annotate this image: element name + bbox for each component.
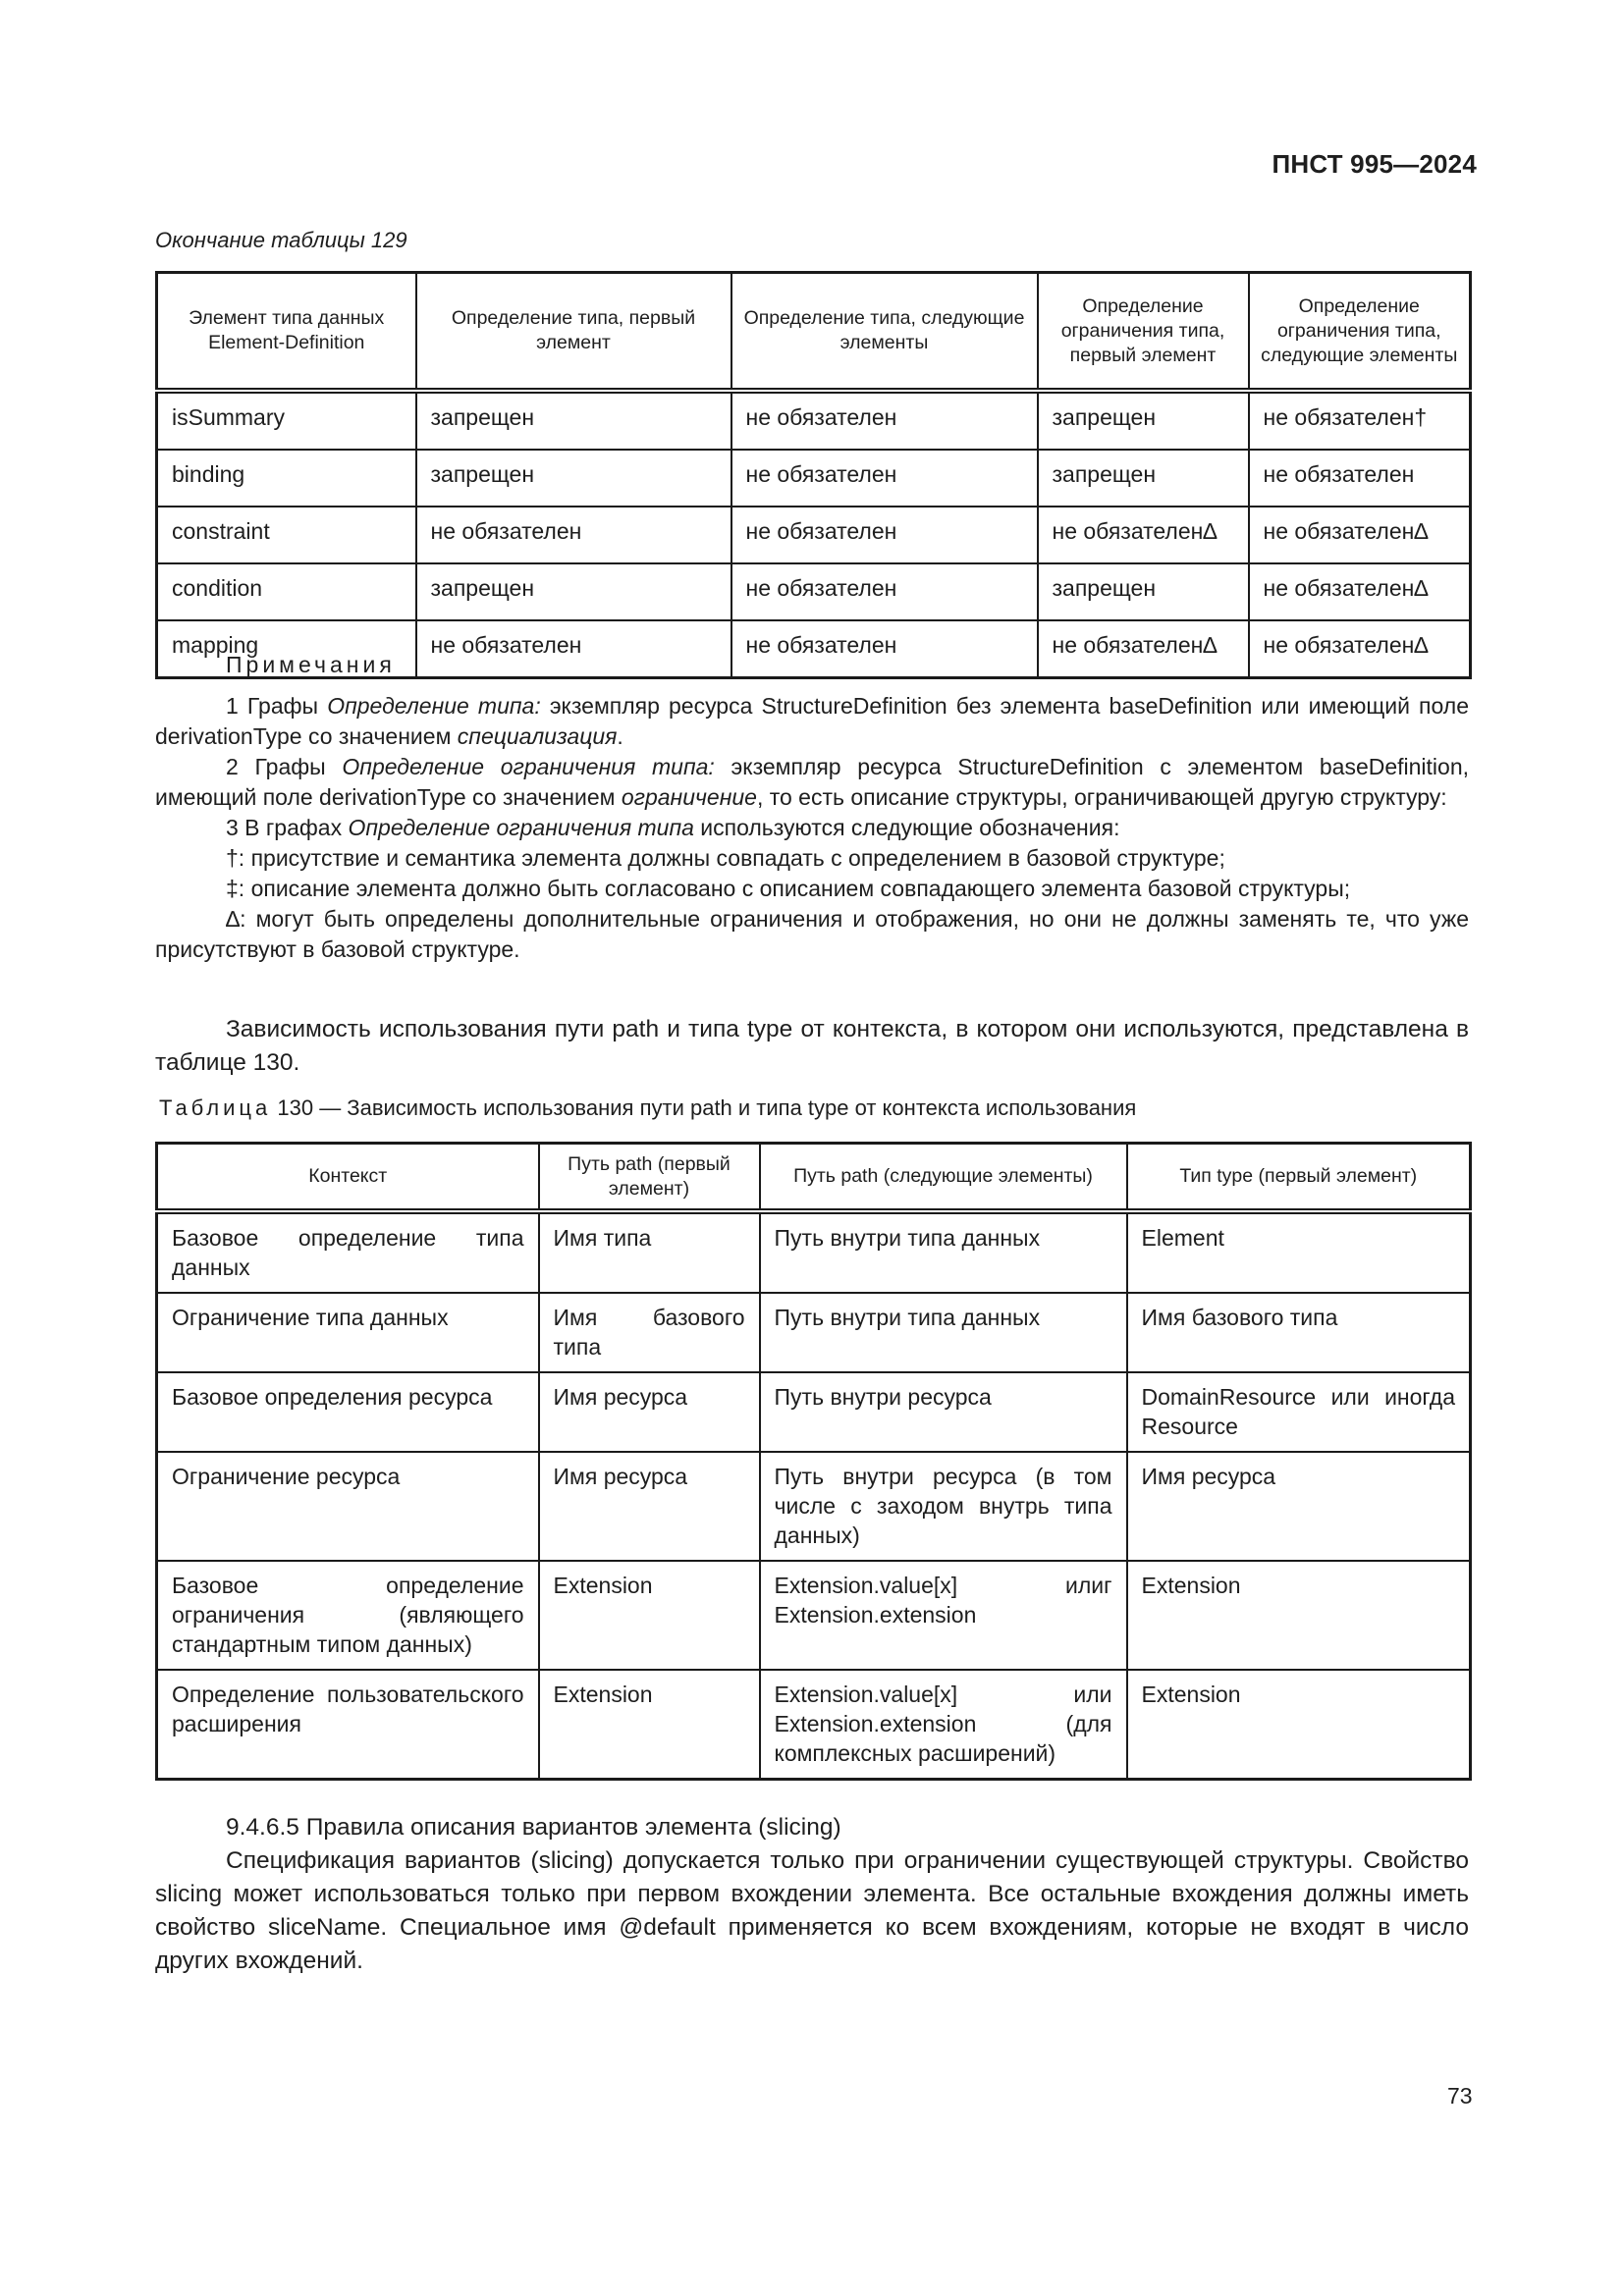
table-cell: constraint: [157, 507, 416, 563]
column-header: Путь path (следующие элементы): [760, 1144, 1127, 1212]
table-cell: Определение пользовательского расширения: [157, 1670, 539, 1780]
table-cell: не обязателен†: [1249, 391, 1471, 450]
table-cell: isSummary: [157, 391, 416, 450]
table-cell: не обязателен: [731, 507, 1038, 563]
caption-text: 130 — Зависимость использования пути path и типа type от контекста использования: [271, 1095, 1137, 1120]
table-cell: не обязателен: [1249, 450, 1471, 507]
table-cell: Базовое определение ограничения (являющего стандартным типом данных): [157, 1561, 539, 1670]
note-term: Определение типа:: [327, 693, 541, 719]
table-cell: condition: [157, 563, 416, 620]
table-cell: не обязателен∆: [1249, 620, 1471, 678]
column-header: Определение ограничения типа, первый элемент: [1038, 273, 1249, 392]
notes-title: Примечания: [226, 652, 396, 677]
symbol-dagger-note: †: присутствие и семантика элемента должны совпадать с определением в базовой структуре;: [226, 845, 1225, 871]
table-cell: Extension: [539, 1561, 760, 1670]
table-cell: запрещен: [1038, 563, 1249, 620]
table-cell: DomainResource или иногда Resource: [1127, 1372, 1471, 1452]
column-header: Определение типа, следующие элементы: [731, 273, 1038, 392]
table-130-caption: [159, 1095, 1136, 1121]
table-cell: Путь внутри ресурса (в том числе с заходом внутрь типа данных): [760, 1452, 1127, 1561]
table-cell: Имя ресурса: [1127, 1452, 1471, 1561]
table-cell: Extension.value[x] или Extension.extension (для комплексных расширений): [760, 1670, 1127, 1780]
note-text: 3 В графах: [226, 815, 349, 840]
table-cell: запрещен: [416, 563, 731, 620]
note-text: 1 Графы: [226, 693, 328, 719]
table-cell: запрещен: [416, 450, 731, 507]
table-cell: не обязателен∆: [1249, 563, 1471, 620]
note-term: Определение ограничения типа:: [342, 754, 715, 779]
table-cell: Имя базового типа: [539, 1293, 760, 1372]
table-cell: binding: [157, 450, 416, 507]
table-row: [157, 563, 1471, 620]
table-cell: Element: [1127, 1211, 1471, 1293]
symbol-double-dagger-note: ‡: описание элемента должно быть согласовано с описанием совпадающего элемента базовой структуры;: [226, 876, 1351, 901]
table-header-row: [157, 273, 1471, 392]
section-heading: 9.4.6.5 Правила описания вариантов элемента (slicing): [226, 1814, 841, 1841]
table-header-row: [157, 1144, 1471, 1212]
column-header: Путь path (первый элемент): [539, 1144, 760, 1212]
table-row: [157, 507, 1471, 563]
table-cell: запрещен: [416, 391, 731, 450]
note-text: экземпляр ресурса StructureDefinition с элементом baseDefinition, имеющий поле derivationType со значением: [155, 754, 1470, 810]
table-cell: не обязателен∆: [1038, 507, 1249, 563]
notes-block: [155, 650, 1469, 965]
table-cell: mapping: [157, 620, 416, 678]
table-cell: не обязателен: [416, 620, 731, 678]
table-row: [157, 1561, 1471, 1670]
table-129-caption: Окончание таблицы 129: [155, 228, 407, 252]
section-9-4-6-5: [155, 1811, 1469, 1978]
table-cell: не обязателен: [731, 450, 1038, 507]
table-cell: Extension: [539, 1670, 760, 1780]
table-cell: не обязателен: [731, 563, 1038, 620]
column-header: Определение ограничения типа, следующие элементы: [1249, 273, 1471, 392]
table-cell: запрещен: [1038, 391, 1249, 450]
note-term: Определение ограничения типа: [348, 815, 694, 840]
note-text: используются следующие обозначения:: [693, 815, 1120, 840]
document-code: ПНСТ 995—2024: [1272, 149, 1477, 179]
note-1: [155, 691, 1469, 752]
note-text: 2 Графы: [226, 754, 343, 779]
table-cell: Путь внутри ресурса: [760, 1372, 1127, 1452]
table-cell: Ограничение ресурса: [157, 1452, 539, 1561]
table-row: [157, 1372, 1471, 1452]
table-cell: не обязателен: [731, 391, 1038, 450]
table-cell: не обязателен∆: [1038, 620, 1249, 678]
table-row: [157, 1293, 1471, 1372]
column-header: Контекст: [157, 1144, 539, 1212]
table-cell: Путь внутри типа данных: [760, 1293, 1127, 1372]
table-row: [157, 391, 1471, 450]
table-cell: Имя ресурса: [539, 1372, 760, 1452]
page-number: 73: [1447, 2083, 1473, 2109]
intro-paragraph: Зависимость использования пути path и типа type от контекста, в котором они используются, представлена в таблице 130.: [155, 1016, 1469, 1076]
note-text: , то есть описание структуры, ограничивающей другую структуру:: [756, 784, 1447, 810]
table-cell: Extension: [1127, 1561, 1471, 1670]
section-body: Спецификация вариантов (slicing) допускается только при ограничении существующей структуры. Свойство slicing может использоваться только при первом вхождении элемента. Все остальные вхождения должны иметь свойство sliceName. Специальное имя @default применяется ко всем вхождениям, которые не входят в число других вхождений.: [155, 1847, 1469, 1974]
column-header: Тип type (первый элемент): [1127, 1144, 1471, 1212]
table-row: [157, 1452, 1471, 1561]
table-cell: Ограничение типа данных: [157, 1293, 539, 1372]
column-header: Определение типа, первый элемент: [416, 273, 731, 392]
table-cell: не обязателен: [731, 620, 1038, 678]
table-row: [157, 1670, 1471, 1780]
table-cell: Базовое определение типа данных: [157, 1211, 539, 1293]
table-cell: не обязателен: [416, 507, 731, 563]
table-cell: Базовое определения ресурса: [157, 1372, 539, 1452]
table-129: [155, 271, 1472, 679]
note-text: .: [617, 723, 623, 749]
table-row: [157, 1211, 1471, 1293]
table-cell: Имя типа: [539, 1211, 760, 1293]
table-cell: запрещен: [1038, 450, 1249, 507]
note-3: [155, 813, 1469, 843]
note-text: экземпляр ресурса StructureDefinition без элемента baseDefinition или имеющий поле derivationType со значением: [155, 693, 1470, 749]
column-header: Элемент типа данных Element-Definition: [157, 273, 416, 392]
table-row: [157, 450, 1471, 507]
table-cell: Extension.value[x] илиг Extension.extension: [760, 1561, 1127, 1670]
note-2: [155, 752, 1469, 813]
table-130: [155, 1142, 1472, 1781]
table-cell: не обязателен∆: [1249, 507, 1471, 563]
table-cell: Extension: [1127, 1670, 1471, 1780]
note-value: ограничение: [621, 784, 757, 810]
table-cell: Путь внутри типа данных: [760, 1211, 1127, 1293]
caption-label: Таблица: [159, 1095, 272, 1120]
table-cell: Имя базового типа: [1127, 1293, 1471, 1372]
table-cell: Имя ресурса: [539, 1452, 760, 1561]
note-value: специализация: [457, 723, 618, 749]
symbol-delta-note: ∆: могут быть определены дополнительные ограничения и отображения, но они не должны заменять те, что уже присутствуют в базовой структуре.: [155, 906, 1469, 962]
